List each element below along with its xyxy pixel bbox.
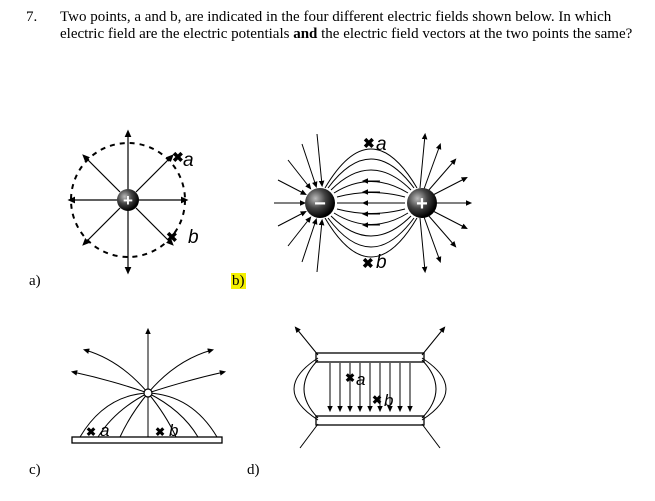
point-a-label: a <box>183 150 194 171</box>
x-marker-a: ✖ <box>363 135 375 151</box>
x-marker-b: ✖ <box>362 255 374 271</box>
x-marker-b: ✖ <box>372 393 383 407</box>
uniform-field-lines <box>330 363 410 410</box>
figure-c <box>72 330 224 443</box>
figure-d <box>294 328 446 448</box>
x-marker-a: ✖ <box>345 371 356 385</box>
option-b-highlight: b) <box>232 273 245 289</box>
x-marker-a: ✖ <box>86 425 97 439</box>
positive-charge-sign: + <box>416 193 428 215</box>
negative-charge-sign: − <box>314 193 326 215</box>
charge-sign: + <box>123 191 133 210</box>
option-c-label[interactable]: c) <box>29 462 41 478</box>
figure-a <box>70 132 199 272</box>
point-a-label: a <box>100 421 110 440</box>
plate-field-lines <box>73 330 224 437</box>
question-text-part1: Two points, a and b, are indicated in the four different electric fields shown below. In which electric field are the electric potentials <box>60 9 612 42</box>
x-marker-a: ✖ <box>172 149 184 165</box>
question-number: 7. <box>26 9 38 25</box>
point-b-label: b <box>376 252 387 273</box>
figure-b <box>274 134 470 273</box>
bottom-plate <box>316 416 424 425</box>
point-charge <box>144 389 152 397</box>
question-text-part2: the electric field vectors at the two points the same? <box>317 25 633 42</box>
point-b-label: b <box>188 227 199 248</box>
option-d-label[interactable]: d) <box>247 462 260 478</box>
point-b-label: b <box>384 391 394 410</box>
question-text-bold: and <box>293 25 318 42</box>
dipole-arrows <box>364 181 380 225</box>
top-plate <box>316 353 424 362</box>
point-a-label: a <box>356 370 366 389</box>
x-marker-b: ✖ <box>155 425 166 439</box>
point-a-label: a <box>376 134 387 155</box>
option-a-label[interactable]: a) <box>29 273 41 289</box>
x-marker-b: ✖ <box>166 229 178 245</box>
point-b-label: b <box>169 421 179 440</box>
